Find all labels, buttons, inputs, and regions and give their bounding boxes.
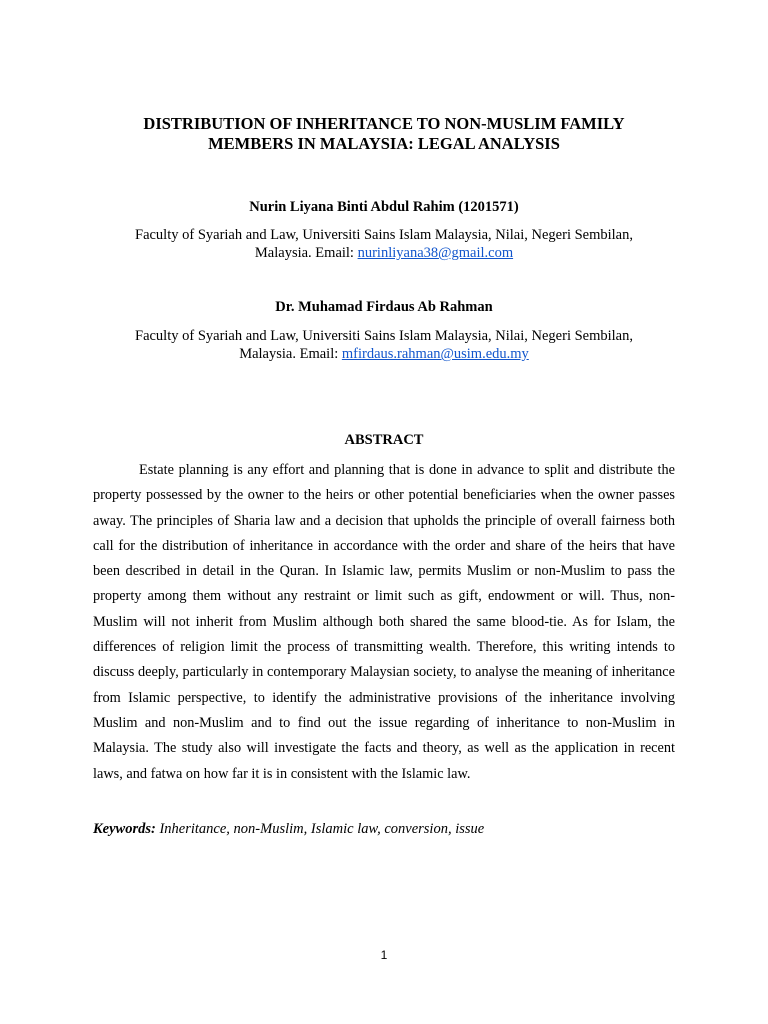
affiliation-line-2: Faculty of Syariah and Law, Universiti Sains Islam Malaysia, Nilai, Negeri Sembilan, (135, 328, 633, 344)
keywords-list: Inheritance, non-Muslim, Islamic law, conversion, issue (155, 821, 485, 837)
keywords-label: Keywords: (93, 821, 156, 837)
author-email-link-2[interactable]: mfirdaus.rahman@usim.edu.my (341, 346, 529, 362)
author-name-2: Dr. Muhamad Firdaus Ab Rahman (275, 299, 493, 315)
author-affiliation-1 (60, 226, 708, 262)
author-email-link-1[interactable]: nurinliyana38@gmail.com (357, 245, 514, 261)
abstract-body: Estate planning is any effort and planning that is done in advance to split and distribute the property possessed by the owner to the heirs or other potential beneficiaries when the owner passes away. The principles of Sharia law and a decision that upholds the principle of overall fairness both call for the distribution of inheritance in accordance with the order and share of the heirs that have been described in detail in the Quran. In Islamic law, permits Muslim or non-Muslim to pass the property among them without any restraint or limit such as gift, endowment or will. Thus, non-Muslim will not inherit from Muslim although both shared the same blood-tie. As for Islam, the differences of religion limit the process of transmitting wealth. Therefore, this writing intends to discuss deeply, particularly in contemporary Malaysian society, to analyse the meaning of inheritance from Islamic perspective, to identify the administrative provisions of the inheritance involving Muslim and non-Muslim and to find out the issue regarding of inheritance to non-Muslim in Malaysia. The study also will investigate the facts and theory, as well as the application in recent laws, and fatwa on how far it is in consistent with the Islamic law. (93, 462, 675, 782)
author-name-1: Nurin Liyana Binti Abdul Rahim (1201571) (249, 199, 519, 215)
paper-title (60, 114, 708, 154)
affiliation-line-1: Faculty of Syariah and Law, Universiti Sains Islam Malaysia, Nilai, Negeri Sembilan, (135, 227, 633, 243)
author-affiliation-2 (60, 327, 708, 363)
paper-title-line-2: MEMBERS IN MALAYSIA: LEGAL ANALYSIS (208, 134, 560, 153)
paper-title-line-1: DISTRIBUTION OF INHERITANCE TO NON-MUSLIM FAMILY (143, 114, 625, 133)
affiliation-prefix-2: Malaysia. Email: (239, 346, 342, 362)
abstract-heading: ABSTRACT (344, 432, 424, 448)
page-number: 1 (380, 948, 388, 962)
keywords (93, 820, 675, 838)
affiliation-prefix-1: Malaysia. Email: (254, 245, 358, 261)
